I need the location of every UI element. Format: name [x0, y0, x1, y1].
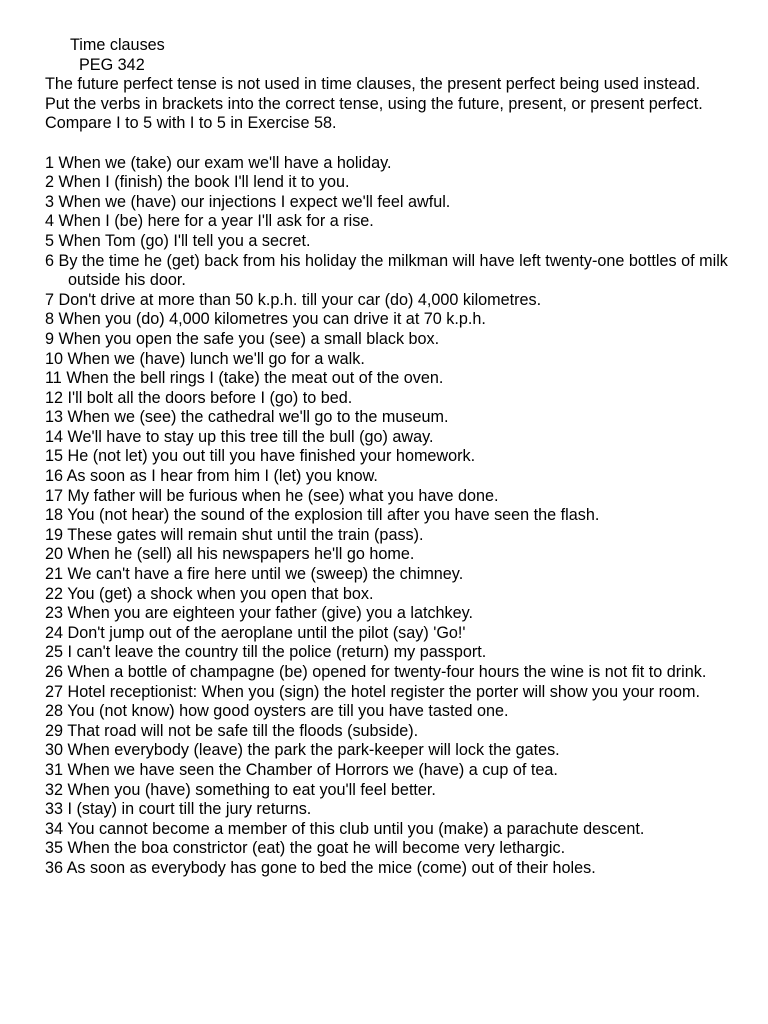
exercise-number: 32	[45, 780, 64, 799]
exercise-text: When Tom (go) I'll tell you a secret.	[58, 231, 311, 250]
exercise-number: 8	[45, 310, 55, 329]
exercise-number: 3	[45, 192, 55, 211]
exercise-item	[45, 545, 745, 565]
exercise-text: You cannot become a member of this club until you (make) a parachute descent.	[67, 819, 645, 838]
intro-paragraph-1: The future perfect tense is not used in time clauses, the present perfect being used instead.	[45, 75, 701, 94]
exercise-text: By the time he (get) back from his holiday the milkman will have left twenty-one bottles of milk outside his door.	[58, 251, 728, 290]
exercise-number: 25	[45, 643, 64, 662]
exercise-number: 2	[45, 173, 55, 192]
exercise-number: 17	[45, 486, 64, 505]
exercise-text: When I (be) here for a year I'll ask for a rise.	[58, 212, 374, 231]
exercise-number: 24	[45, 623, 64, 642]
exercise-item	[45, 447, 745, 467]
exercise-text: When we (have) our injections I expect we'll feel awful.	[58, 192, 451, 211]
exercise-text: When the bell rings I (take) the meat out of the oven.	[66, 369, 444, 388]
exercise-item	[45, 839, 745, 859]
exercise-text: When we (see) the cathedral we'll go to the museum.	[67, 408, 449, 427]
exercise-item	[45, 212, 745, 232]
exercise-text: I (stay) in court till the jury returns.	[67, 800, 312, 819]
document-subtitle: PEG 342	[79, 55, 145, 74]
exercise-text: These gates will remain shut until the train (pass).	[67, 525, 424, 544]
exercise-number: 35	[45, 839, 64, 858]
exercise-number: 33	[45, 800, 64, 819]
exercise-item	[45, 350, 745, 370]
exercise-number: 12	[45, 388, 64, 407]
exercise-number: 19	[45, 525, 64, 544]
exercise-text: Don't jump out of the aeroplane until the pilot (say) 'Go!'	[67, 623, 466, 642]
exercise-item	[45, 624, 745, 644]
exercise-item	[45, 310, 745, 330]
exercise-number: 28	[45, 702, 64, 721]
exercise-number: 31	[45, 760, 64, 779]
exercise-text: When you open the safe you (see) a small black box.	[58, 329, 440, 348]
exercise-text: I can't leave the country till the police (return) my passport.	[67, 643, 487, 662]
exercise-item	[45, 467, 745, 487]
exercise-item	[45, 389, 745, 409]
exercise-number: 1	[45, 153, 55, 172]
exercise-number: 6	[45, 251, 55, 270]
exercise-text: When I (finish) the book I'll lend it to you.	[58, 173, 350, 192]
exercise-item	[45, 506, 745, 526]
exercise-item	[45, 702, 745, 722]
exercise-text: Hotel receptionist: When you (sign) the hotel register the porter will show you your room.	[67, 682, 701, 701]
exercise-item	[45, 761, 745, 781]
exercise-item	[45, 741, 745, 761]
exercise-item	[45, 232, 745, 252]
exercise-text: When a bottle of champagne (be) opened for twenty-four hours the wine is not fit to drink.	[67, 663, 707, 681]
blank-line	[45, 134, 745, 154]
exercise-text: As soon as everybody has gone to bed the mice (come) out of their holes.	[66, 858, 596, 877]
exercise-text: When we (have) lunch we'll go for a walk.	[67, 349, 365, 368]
exercise-text: You (not know) how good oysters are till you have tasted one.	[67, 702, 509, 721]
exercise-text: As soon as I hear from him I (let) you know.	[66, 467, 378, 486]
exercise-text: When you (do) 4,000 kilometres you can drive it at 70 k.p.h.	[58, 310, 486, 329]
exercise-item	[45, 330, 745, 350]
document-page	[45, 36, 745, 879]
exercise-item	[45, 154, 745, 174]
exercise-text: I'll bolt all the doors before I (go) to bed.	[67, 388, 353, 407]
exercise-item	[45, 820, 745, 840]
exercise-item	[45, 526, 745, 546]
exercise-number: 9	[45, 329, 55, 348]
exercise-number: 7	[45, 290, 55, 309]
exercise-number: 27	[45, 682, 64, 701]
exercise-text: We'll have to stay up this tree till the bull (go) away.	[67, 427, 434, 446]
exercise-text: When he (sell) all his newspapers he'll go home.	[67, 545, 415, 564]
exercise-item	[45, 408, 745, 428]
exercise-number: 36	[45, 858, 64, 877]
exercise-number: 23	[45, 604, 64, 623]
exercise-number: 15	[45, 447, 64, 466]
exercise-item	[45, 604, 745, 624]
exercise-text: You (not hear) the sound of the explosion till after you have seen the flash.	[67, 506, 600, 525]
exercise-text: When you (have) something to eat you'll feel better.	[67, 780, 436, 799]
exercise-number: 5	[45, 231, 55, 250]
exercise-text: When we have seen the Chamber of Horrors we (have) a cup of tea.	[67, 760, 558, 779]
exercise-number: 29	[45, 721, 64, 740]
exercise-number: 21	[45, 565, 64, 584]
exercise-number: 26	[45, 663, 64, 681]
exercise-number: 22	[45, 584, 64, 603]
exercise-text: He (not let) you out till you have finished your homework.	[67, 447, 476, 466]
exercise-item	[45, 585, 745, 605]
exercise-text: When the boa constrictor (eat) the goat he will become very lethargic.	[67, 839, 566, 858]
exercise-item	[45, 291, 745, 311]
exercise-number: 16	[45, 467, 64, 486]
exercise-text: That road will not be safe till the floods (subside).	[67, 721, 419, 740]
exercise-item	[45, 663, 745, 683]
document-title: Time clauses	[70, 36, 165, 54]
exercise-text: You (get) a shock when you open that box.	[67, 584, 374, 603]
exercise-item	[45, 487, 745, 507]
exercise-text: When you are eighteen your father (give) you a latchkey.	[67, 604, 474, 623]
exercise-text: We can't have a fire here until we (sweep) the chimney.	[67, 565, 464, 584]
exercise-number: 20	[45, 545, 64, 564]
exercise-number: 11	[45, 369, 62, 388]
exercise-item	[45, 722, 745, 742]
exercise-text: Don't drive at more than 50 k.p.h. till your car (do) 4,000 kilometres.	[58, 290, 542, 309]
exercise-number: 14	[45, 427, 64, 446]
exercise-text: When we (take) our exam we'll have a holiday.	[58, 153, 392, 172]
exercise-number: 10	[45, 349, 64, 368]
exercise-item	[45, 193, 745, 213]
exercise-number: 4	[45, 212, 55, 231]
intro-paragraph-2: Put the verbs in brackets into the correct tense, using the future, present, or present perfect. Compare I to 5 with I to 5 in Exercise 58.	[45, 94, 703, 133]
exercise-item	[45, 369, 745, 389]
exercise-number: 30	[45, 741, 64, 760]
exercise-item	[45, 800, 745, 820]
exercise-item	[45, 565, 745, 585]
exercise-text: When everybody (leave) the park the park-keeper will lock the gates.	[67, 741, 560, 760]
exercise-text: My father will be furious when he (see) what you have done.	[67, 486, 499, 505]
exercise-item	[45, 252, 745, 291]
exercise-item	[45, 428, 745, 448]
exercise-number: 18	[45, 506, 64, 525]
exercise-item	[45, 643, 745, 663]
exercise-list	[45, 154, 745, 879]
exercise-item	[45, 859, 745, 879]
exercise-item	[45, 173, 745, 193]
exercise-number: 13	[45, 408, 64, 427]
exercise-item	[45, 781, 745, 801]
exercise-item	[45, 683, 745, 703]
exercise-number: 34	[45, 819, 64, 838]
